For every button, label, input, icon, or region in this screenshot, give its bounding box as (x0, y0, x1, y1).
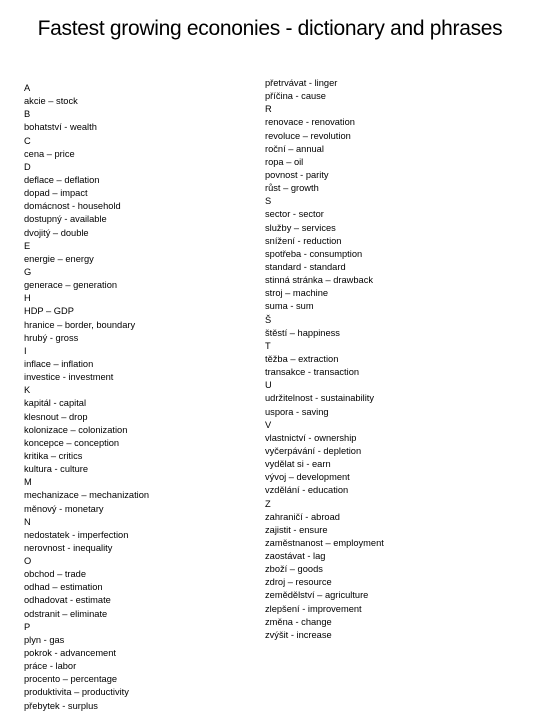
dictionary-entry: kolonizace – colonization (24, 424, 128, 435)
dictionary-entry: mechanizace – mechanization (24, 490, 150, 501)
dictionary-entry: vývoj – development (265, 472, 350, 483)
dictionary-entry: transakce - transaction (265, 367, 360, 378)
dictionary-entry: inflace – inflation (24, 358, 94, 369)
dictionary-entry: zdroj – resource (265, 577, 332, 588)
dictionary-entry: akcie – stock (24, 96, 78, 107)
dictionary-entry: renovace - renovation (265, 117, 355, 128)
dictionary-entry: klesnout – drop (24, 411, 88, 422)
letter-heading: P (24, 621, 31, 632)
dictionary-entry: produktivita – productivity (24, 687, 129, 698)
left-column (24, 82, 149, 713)
dictionary-entry: uspora - saving (265, 406, 329, 417)
dictionary-entry: procento – percentage (24, 674, 118, 685)
dictionary-entry: revoluce – revolution (265, 130, 351, 141)
dictionary-entry: investice - investment (24, 372, 114, 383)
letter-heading: O (24, 556, 32, 567)
dictionary-entry: odhadovat - estimate (24, 595, 111, 606)
letter-heading: C (24, 135, 31, 146)
dictionary-entry: zvýšit - increase (265, 629, 332, 640)
letter-heading: H (24, 293, 31, 304)
dictionary-entry: zboží – goods (265, 564, 323, 575)
dictionary-entry: cena – price (24, 148, 75, 159)
dictionary-entry: dopad – impact (24, 188, 88, 199)
letter-heading: T (265, 340, 271, 351)
letter-heading: Z (265, 498, 271, 509)
dictionary-entry: těžba – extraction (265, 353, 339, 364)
letter-heading: N (24, 516, 31, 527)
dictionary-entry: snížení - reduction (265, 235, 342, 246)
dictionary-entry: roční – annual (265, 143, 324, 154)
dictionary-entry: štěstí – happiness (265, 327, 340, 338)
dictionary-entry: nerovnost - inequality (24, 542, 113, 553)
dictionary-entry: zlepšení - improvement (265, 603, 362, 614)
letter-heading: E (24, 240, 31, 251)
dictionary-entry: změna - change (265, 616, 332, 627)
dictionary-entry: koncepce – conception (24, 437, 120, 448)
dictionary-entry: odhad – estimation (24, 582, 103, 593)
letter-heading: V (265, 419, 272, 430)
letter-heading: A (24, 83, 31, 93)
dictionary-entry: stinná stránka – drawback (265, 275, 374, 286)
letter-heading: D (24, 161, 31, 172)
dictionary-entry: bohatství - wealth (24, 122, 97, 133)
letter-heading: S (265, 196, 272, 207)
dictionary-entry: sector - sector (265, 209, 324, 220)
letter-heading: K (24, 385, 31, 396)
dictionary-entry: vzdělání - education (265, 485, 349, 496)
dictionary-entry: domácnost - household (24, 201, 121, 212)
dictionary-entry: obchod – trade (24, 569, 87, 580)
letter-heading: Š (265, 314, 272, 325)
dictionary-entry: generace – generation (24, 280, 118, 291)
dictionary-entry: odstranit – eliminate (24, 608, 108, 619)
dictionary-entry: standard - standard (265, 261, 346, 272)
dictionary-entry: dostupný - available (24, 214, 107, 225)
letter-heading: G (24, 266, 32, 277)
dictionary-entry: udržitelnost - sustainability (265, 393, 375, 404)
letter-heading: U (265, 380, 272, 391)
dictionary-entry: suma - sum (265, 301, 314, 312)
dictionary-entry: kapitál - capital (24, 398, 87, 409)
dictionary-entry: stroj – machine (265, 288, 329, 299)
dictionary-entry: měnový - monetary (24, 503, 104, 514)
dictionary-entry: služby – services (265, 222, 336, 233)
dictionary-entry: přebytek - surplus (24, 700, 98, 711)
page-title: Fastest growing econonies - dictionary and phrases (37, 17, 503, 40)
letter-heading: I (24, 345, 27, 356)
dictionary-entry: vyčerpávání - depletion (265, 445, 362, 456)
dictionary-entry: kultura - culture (24, 464, 89, 475)
dictionary-entry: ropa – oil (265, 156, 304, 167)
dictionary-entry: kritika – critics (24, 450, 83, 461)
letter-heading: R (265, 104, 272, 115)
dictionary-entry: zaostávat - lag (265, 551, 326, 562)
letter-heading: B (24, 109, 31, 120)
dictionary-entry: hrubý - gross (24, 332, 79, 343)
dictionary-entry: práce - labor (24, 661, 77, 672)
dictionary-entry: zahraničí - abroad (265, 511, 340, 522)
dictionary-entry: vlastnictví - ownership (265, 432, 357, 443)
dictionary-entry: přetrvávat - linger (265, 78, 338, 88)
dictionary-entry: zaměstnanost – employment (265, 537, 384, 548)
dictionary-entry: nedostatek - imperfection (24, 529, 129, 540)
dictionary-entry: růst – growth (265, 183, 319, 194)
dictionary-entry: plyn - gas (24, 634, 65, 645)
dictionary-entry: deflace – deflation (24, 174, 100, 185)
dictionary-entry: pokrok - advancement (24, 648, 116, 659)
right-column (265, 77, 384, 642)
dictionary-entry: vydělat si - earn (265, 459, 331, 470)
dictionary-entry: spotřeba - consumption (265, 248, 363, 259)
dictionary-entry: příčina - cause (265, 91, 326, 102)
dictionary-entry: zajistit - ensure (265, 524, 328, 535)
dictionary-entry: dvojitý – double (24, 227, 89, 238)
dictionary-entry: energie – energy (24, 253, 94, 264)
dictionary-entry: HDP – GDP (24, 306, 74, 317)
dictionary-entry: zemědělství – agriculture (265, 590, 369, 601)
letter-heading: M (24, 477, 32, 488)
dictionary-entry: povnost - parity (265, 169, 329, 180)
dictionary-entry: hranice – border, boundary (24, 319, 136, 330)
